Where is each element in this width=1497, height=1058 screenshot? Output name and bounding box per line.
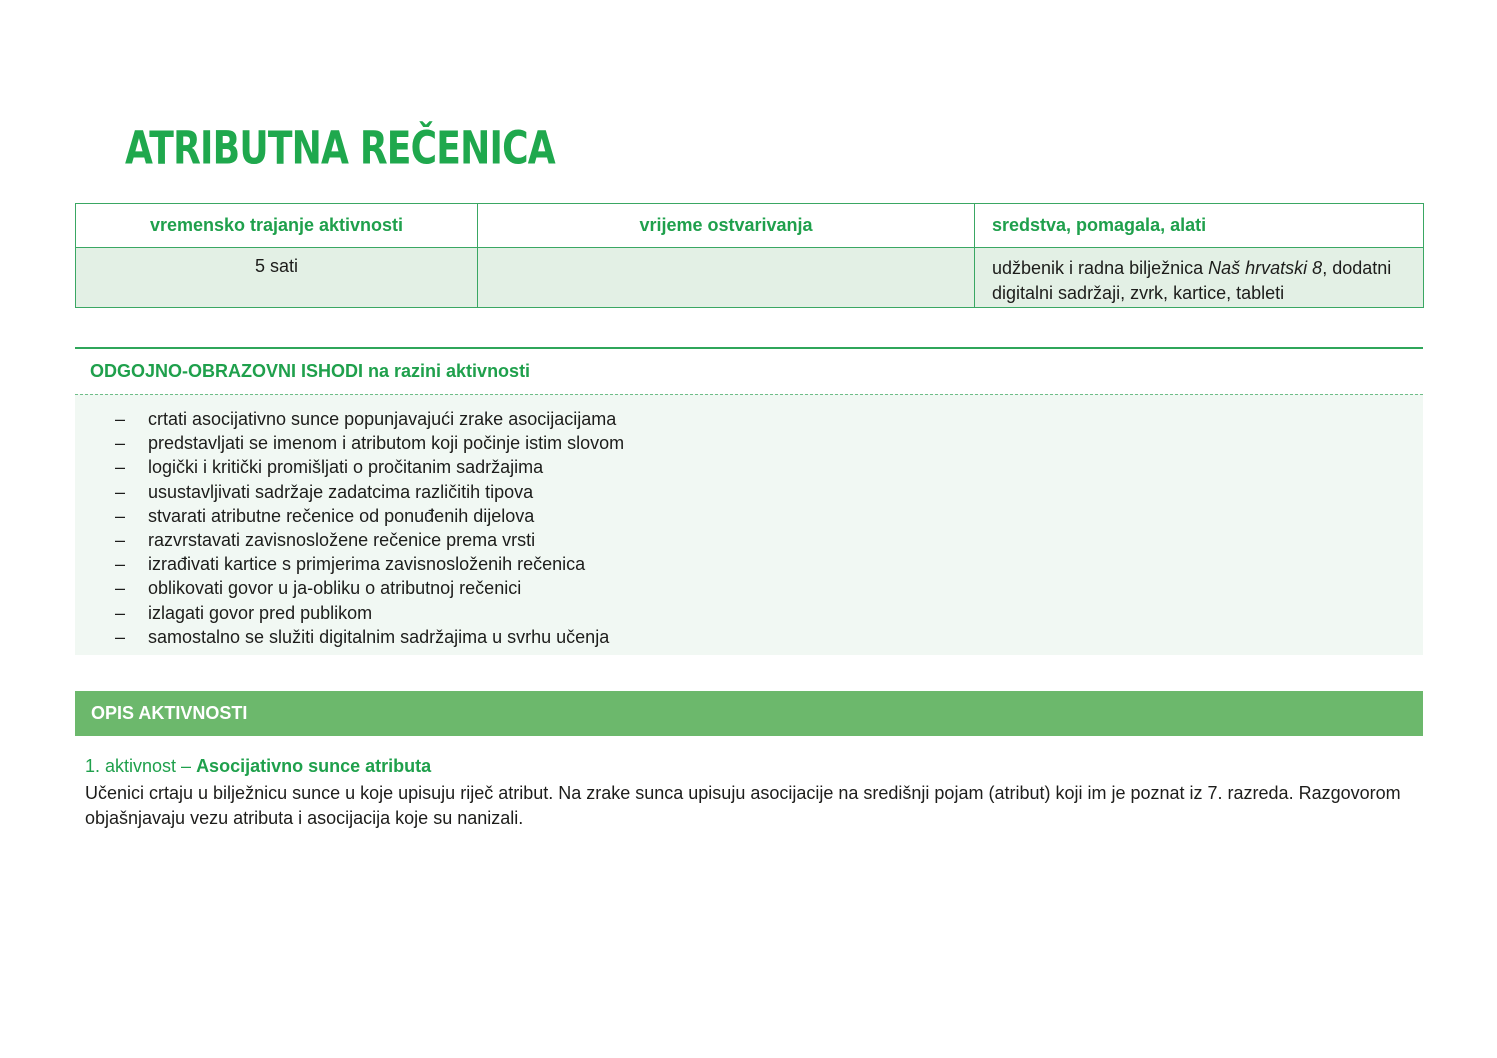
list-item (75, 431, 1423, 455)
list-item-text: izrađivati kartice s primjerima zavisnosloženih rečenica (148, 554, 586, 575)
list-dash: – (115, 602, 126, 623)
list-item (75, 601, 1423, 625)
activity-1-name: Asocijativno sunce atributa (196, 756, 432, 776)
list-dash: – (115, 457, 126, 478)
column-header-time: vrijeme ostvarivanja (478, 204, 975, 248)
activities-banner (75, 691, 1423, 736)
list-item-text: stvarati atributne rečenice od ponuđenih dijelova (148, 505, 535, 526)
list-item (75, 625, 1423, 649)
column-header-duration: vremensko trajanje aktivnosti (76, 204, 478, 248)
list-dash: – (115, 626, 126, 647)
list-item-text: samostalno se služiti digitalnim sadržajima u svrhu učenja (148, 626, 610, 647)
resources-text: udžbenik i radna bilježnica (992, 258, 1209, 278)
list-dash: – (115, 409, 126, 429)
table-header-row (76, 204, 1424, 248)
list-item (75, 528, 1423, 552)
list-item (75, 455, 1423, 479)
table-row (76, 248, 1424, 308)
list-item (75, 504, 1423, 528)
resources-cell (975, 248, 1424, 308)
resources-text-suffix: , dodatni digitalni sadržaji, zvrk, kartice, tableti (992, 258, 1392, 303)
list-item (75, 480, 1423, 504)
list-item-text: razvrstavati zavisnosložene rečenice prema vrsti (148, 530, 536, 551)
list-item (75, 407, 1423, 431)
outcomes-section-divider (75, 347, 1423, 349)
list-item (75, 576, 1423, 600)
activity-info-table (75, 203, 1424, 308)
list-item-text: izlagati govor pred publikom (148, 602, 373, 623)
page-title: ATRIBUTNA REČENICA (125, 122, 555, 176)
list-item-text: predstavljati se imenom i atributom koji počinje istim slovom (148, 433, 625, 454)
list-dash: – (115, 505, 126, 526)
duration-cell: 5 sati (76, 248, 478, 308)
activities-banner-label: OPIS AKTIVNOSTI (91, 703, 248, 723)
list-item-text: oblikovati govor u ja-obliku o atributnoj rečenici (148, 578, 522, 599)
list-dash: – (115, 578, 126, 599)
realization-time-cell (478, 248, 975, 308)
list-dash: – (115, 433, 126, 454)
list-dash: – (115, 554, 126, 575)
activity-1-label: 1. aktivnost – (85, 756, 197, 776)
activity-1-heading (85, 756, 431, 777)
list-dash: – (115, 481, 126, 502)
outcomes-list (75, 407, 1423, 649)
list-item-text: usustavljivati sadržaje zadatcima različitih tipova (148, 481, 534, 502)
outcomes-box (75, 394, 1423, 655)
column-header-resources: sredstva, pomagala, alati (975, 204, 1424, 248)
list-item-text: crtati asocijativno sunce popunjavajući zrake asocijacijama (148, 409, 617, 429)
resources-book-title: Naš hrvatski 8 (1208, 258, 1323, 278)
activity-1-description: Učenici crtaju u bilježnicu sunce u koje upisuju riječ atribut. Na zrake sunca upisuju asocijacije na središnji pojam (atribut) koji im je poznat iz 7. razreda. Razgovorom objašnjavaju vezu atributa i asocijacija koje su nanizali. (85, 783, 1401, 828)
list-dash: – (115, 530, 126, 551)
list-item (75, 552, 1423, 576)
list-item-text: logički i kritički promišljati o pročitanim sadržajima (148, 457, 544, 478)
outcomes-heading: ODGOJNO-OBRAZOVNI ISHODI na razini aktivnosti (90, 361, 531, 381)
